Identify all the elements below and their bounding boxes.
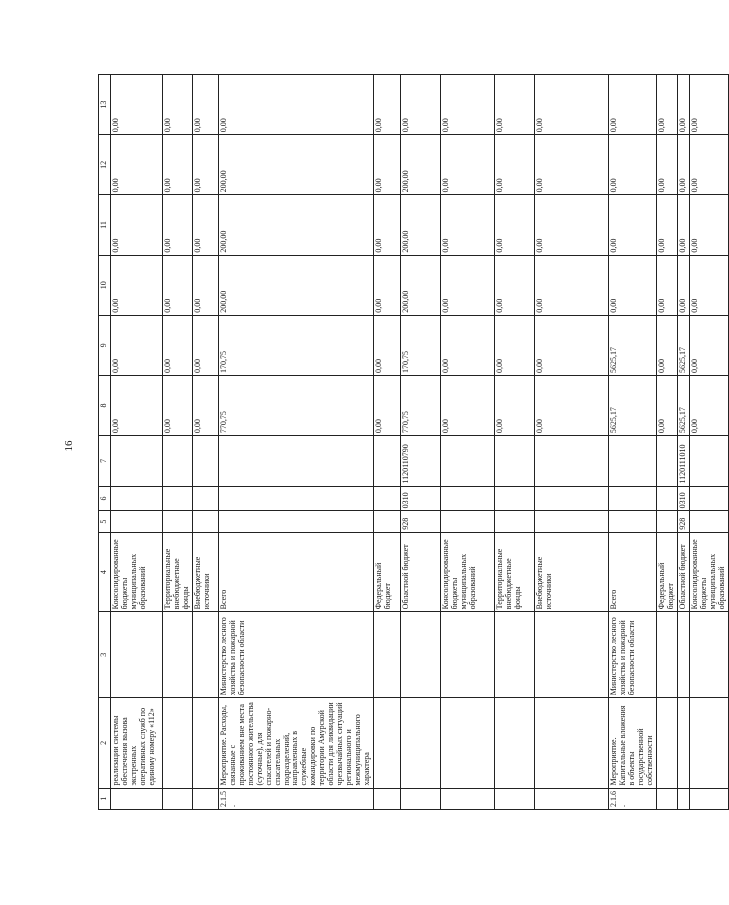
table-cell: 0,00 xyxy=(111,135,163,195)
table-cell: 1120111010 xyxy=(677,436,689,487)
column-header: 9 xyxy=(99,315,111,375)
table-cell: 200,00 xyxy=(401,195,441,255)
table-cell: 0,00 xyxy=(535,375,609,435)
table-cell xyxy=(218,486,373,511)
table-cell: 0,00 xyxy=(163,315,193,375)
table-cell xyxy=(535,511,609,532)
table-cell xyxy=(656,698,677,788)
table-cell: 200,00 xyxy=(401,135,441,195)
table-cell xyxy=(374,698,401,788)
table-cell xyxy=(535,486,609,511)
page-number: 16 xyxy=(63,440,75,452)
table-cell: Областной бюджет xyxy=(677,532,689,612)
table-cell: реализации системы обеспечения вызова экстренных оперативных служб по единому номеру «112» xyxy=(111,698,163,788)
table-cell xyxy=(192,698,218,788)
table-cell xyxy=(163,612,193,698)
table-cell: 0,00 xyxy=(163,75,193,135)
table-cell xyxy=(111,511,163,532)
table-cell: 0,00 xyxy=(656,375,677,435)
table-cell: 5625,17 xyxy=(677,315,689,375)
table-row xyxy=(535,75,609,810)
table-cell: 0,00 xyxy=(374,195,401,255)
table-cell: 0,00 xyxy=(535,75,609,135)
table-cell: 0,00 xyxy=(677,135,689,195)
table-cell: 0,00 xyxy=(677,255,689,315)
table-cell: 200,00 xyxy=(218,255,373,315)
table-cell xyxy=(656,486,677,511)
table-cell: Федеральный бюджет xyxy=(374,532,401,612)
table-cell: 0,00 xyxy=(192,195,218,255)
table-cell xyxy=(374,511,401,532)
table-cell: 170,75 xyxy=(401,315,441,375)
table-cell: 0,00 xyxy=(163,375,193,435)
table-cell xyxy=(609,436,657,487)
column-header: 12 xyxy=(99,135,111,195)
table-cell: Федеральный бюджет xyxy=(656,532,677,612)
table-cell: 0,00 xyxy=(656,315,677,375)
table-cell: 770,75 xyxy=(218,375,373,435)
table-cell xyxy=(374,612,401,698)
table-cell: 0,00 xyxy=(495,375,535,435)
table-cell xyxy=(374,788,401,809)
table-cell: 0,00 xyxy=(111,75,163,135)
table-cell xyxy=(495,612,535,698)
table-cell xyxy=(441,511,495,532)
table-cell xyxy=(689,788,728,809)
column-header: 6 xyxy=(99,486,111,511)
table-cell: 0,00 xyxy=(535,315,609,375)
table-row xyxy=(609,75,657,810)
table-cell: Консолидированные бюджеты муниципальных образований xyxy=(441,532,495,612)
table-cell: 0,00 xyxy=(535,255,609,315)
table-cell: 170,75 xyxy=(218,315,373,375)
table-cell: Мероприятие. Расходы, связанные с проживанием вне места постоянного жительства (суточные), для спасателей и пожарно-спасательных подразделений, направленных в служебные командировки по территории Амурской области для ликвидации чрезвычайных ситуаций регионального и межмуниципального характера xyxy=(218,698,373,788)
table-cell xyxy=(163,788,193,809)
table-cell: 2.1.5. xyxy=(218,788,373,809)
table-cell xyxy=(192,511,218,532)
table-cell: 0,00 xyxy=(495,135,535,195)
table-cell: 928 xyxy=(677,511,689,532)
table-cell: Консолидированные бюджеты муниципальных образований xyxy=(111,532,163,612)
table-cell xyxy=(495,788,535,809)
table-cell: 0,00 xyxy=(111,195,163,255)
budget-table-container xyxy=(98,74,726,810)
table-cell xyxy=(689,698,728,788)
table-cell xyxy=(677,612,689,698)
table-row xyxy=(218,75,373,810)
budget-table xyxy=(98,74,729,810)
table-cell: 0,00 xyxy=(656,135,677,195)
table-cell xyxy=(495,436,535,487)
table-row xyxy=(689,75,728,810)
table-cell xyxy=(441,436,495,487)
table-cell: 0,00 xyxy=(401,75,441,135)
table-cell: 0310 xyxy=(401,486,441,511)
table-cell xyxy=(535,612,609,698)
table-cell: 0,00 xyxy=(192,75,218,135)
table-cell xyxy=(163,698,193,788)
table-row xyxy=(656,75,677,810)
table-cell xyxy=(689,612,728,698)
table-cell: 0,00 xyxy=(192,255,218,315)
table-cell xyxy=(374,486,401,511)
table-cell: 1120110790 xyxy=(401,436,441,487)
table-cell xyxy=(609,486,657,511)
table-cell: Внебюджетные источники xyxy=(535,532,609,612)
table-cell: 0,00 xyxy=(656,195,677,255)
table-cell xyxy=(535,436,609,487)
table-cell xyxy=(495,698,535,788)
table-cell: 200,00 xyxy=(218,135,373,195)
table-cell xyxy=(441,698,495,788)
table-row xyxy=(192,75,218,810)
table-cell: Территориальные внебюджетные фонды xyxy=(163,532,193,612)
table-cell: 0,00 xyxy=(374,315,401,375)
table-cell: 928 xyxy=(401,511,441,532)
table-cell: 5625,17 xyxy=(677,375,689,435)
table-cell: 0,00 xyxy=(689,255,728,315)
table-cell: 0,00 xyxy=(441,255,495,315)
table-cell: 0,00 xyxy=(374,375,401,435)
table-row xyxy=(441,75,495,810)
table-cell: Мероприятие. Капитальные вложения в объекты государственной собственности xyxy=(609,698,657,788)
table-cell: Консолидированные бюджеты муниципальных образований xyxy=(689,532,728,612)
table-cell xyxy=(401,788,441,809)
table-row xyxy=(163,75,193,810)
table-cell: 0,00 xyxy=(192,135,218,195)
table-cell xyxy=(677,698,689,788)
table-cell xyxy=(218,511,373,532)
column-header: 4 xyxy=(99,532,111,612)
table-cell xyxy=(495,486,535,511)
table-cell xyxy=(163,486,193,511)
table-cell: 0,00 xyxy=(441,315,495,375)
table-cell xyxy=(192,788,218,809)
table-cell: 0,00 xyxy=(689,315,728,375)
table-cell: 0,00 xyxy=(163,135,193,195)
table-cell: 0,00 xyxy=(677,75,689,135)
table-cell: Всего xyxy=(218,532,373,612)
table-cell: 0,00 xyxy=(535,135,609,195)
table-cell: 200,00 xyxy=(401,255,441,315)
table-cell xyxy=(111,612,163,698)
table-cell: 0,00 xyxy=(677,195,689,255)
table-cell: 0,00 xyxy=(535,195,609,255)
table-cell: 0,00 xyxy=(689,375,728,435)
table-cell: 0,00 xyxy=(689,195,728,255)
table-cell: 5625,17 xyxy=(609,375,657,435)
table-cell: 0,00 xyxy=(218,75,373,135)
table-cell: 0,00 xyxy=(163,255,193,315)
table-cell: 0,00 xyxy=(192,315,218,375)
table-cell: 0,00 xyxy=(441,75,495,135)
table-cell: 0,00 xyxy=(609,255,657,315)
table-cell xyxy=(656,511,677,532)
header-row xyxy=(99,75,111,810)
table-cell: 770,75 xyxy=(401,375,441,435)
table-cell xyxy=(689,486,728,511)
table-cell xyxy=(111,788,163,809)
table-cell xyxy=(401,612,441,698)
table-cell xyxy=(656,788,677,809)
table-cell xyxy=(689,511,728,532)
table-cell: Территориальные внебюджетные фонды xyxy=(495,532,535,612)
table-cell xyxy=(535,788,609,809)
table-cell xyxy=(495,511,535,532)
table-cell: 0,00 xyxy=(374,135,401,195)
table-cell xyxy=(374,436,401,487)
table-cell: 0310 xyxy=(677,486,689,511)
table-cell: Всего xyxy=(609,532,657,612)
table-cell: 0,00 xyxy=(495,75,535,135)
column-header: 2 xyxy=(99,698,111,788)
column-header: 13 xyxy=(99,75,111,135)
table-cell: Министерство лесного хозяйства и пожарной безопасности области xyxy=(609,612,657,698)
table-cell: 0,00 xyxy=(609,195,657,255)
table-cell: 0,00 xyxy=(656,255,677,315)
table-cell xyxy=(441,788,495,809)
table-cell xyxy=(218,436,373,487)
column-header: 1 xyxy=(99,788,111,809)
table-cell: 0,00 xyxy=(111,315,163,375)
table-cell: 0,00 xyxy=(609,135,657,195)
table-cell: 0,00 xyxy=(495,255,535,315)
table-cell xyxy=(609,511,657,532)
table-cell: 5625,17 xyxy=(609,315,657,375)
table-row xyxy=(495,75,535,810)
table-cell xyxy=(111,436,163,487)
table-cell xyxy=(656,612,677,698)
table-cell: 0,00 xyxy=(441,195,495,255)
table-row xyxy=(111,75,163,810)
table-row xyxy=(401,75,441,810)
table-cell: Министерство лесного хозяйства и пожарной безопасности области xyxy=(218,612,373,698)
table-cell: 200,00 xyxy=(218,195,373,255)
table-cell: 0,00 xyxy=(689,75,728,135)
table-cell: 0,00 xyxy=(163,195,193,255)
table-cell: 0,00 xyxy=(441,135,495,195)
table-cell: 0,00 xyxy=(495,195,535,255)
table-cell: Областной бюджет xyxy=(401,532,441,612)
column-header: 5 xyxy=(99,511,111,532)
column-header: 10 xyxy=(99,255,111,315)
table-cell xyxy=(441,486,495,511)
table-cell xyxy=(111,486,163,511)
table-cell xyxy=(401,698,441,788)
table-row xyxy=(374,75,401,810)
table-cell xyxy=(163,511,193,532)
table-cell xyxy=(192,436,218,487)
table-cell: 0,00 xyxy=(609,75,657,135)
column-header: 7 xyxy=(99,436,111,487)
table-cell xyxy=(677,788,689,809)
table-cell xyxy=(163,436,193,487)
table-cell xyxy=(689,436,728,487)
table-cell: 0,00 xyxy=(111,375,163,435)
table-cell xyxy=(535,698,609,788)
table-cell: 0,00 xyxy=(192,375,218,435)
table-cell: 2.1.6. xyxy=(609,788,657,809)
table-cell: 0,00 xyxy=(495,315,535,375)
table-cell xyxy=(192,486,218,511)
table-cell: 0,00 xyxy=(441,375,495,435)
table-cell xyxy=(441,612,495,698)
table-row xyxy=(677,75,689,810)
table-cell xyxy=(656,436,677,487)
table-cell: Внебюджетные источники xyxy=(192,532,218,612)
table-cell: 0,00 xyxy=(689,135,728,195)
column-header: 8 xyxy=(99,375,111,435)
table-cell: 0,00 xyxy=(111,255,163,315)
column-header: 11 xyxy=(99,195,111,255)
table-cell xyxy=(192,612,218,698)
table-cell: 0,00 xyxy=(374,255,401,315)
column-header: 3 xyxy=(99,612,111,698)
table-cell: 0,00 xyxy=(656,75,677,135)
table-cell: 0,00 xyxy=(374,75,401,135)
